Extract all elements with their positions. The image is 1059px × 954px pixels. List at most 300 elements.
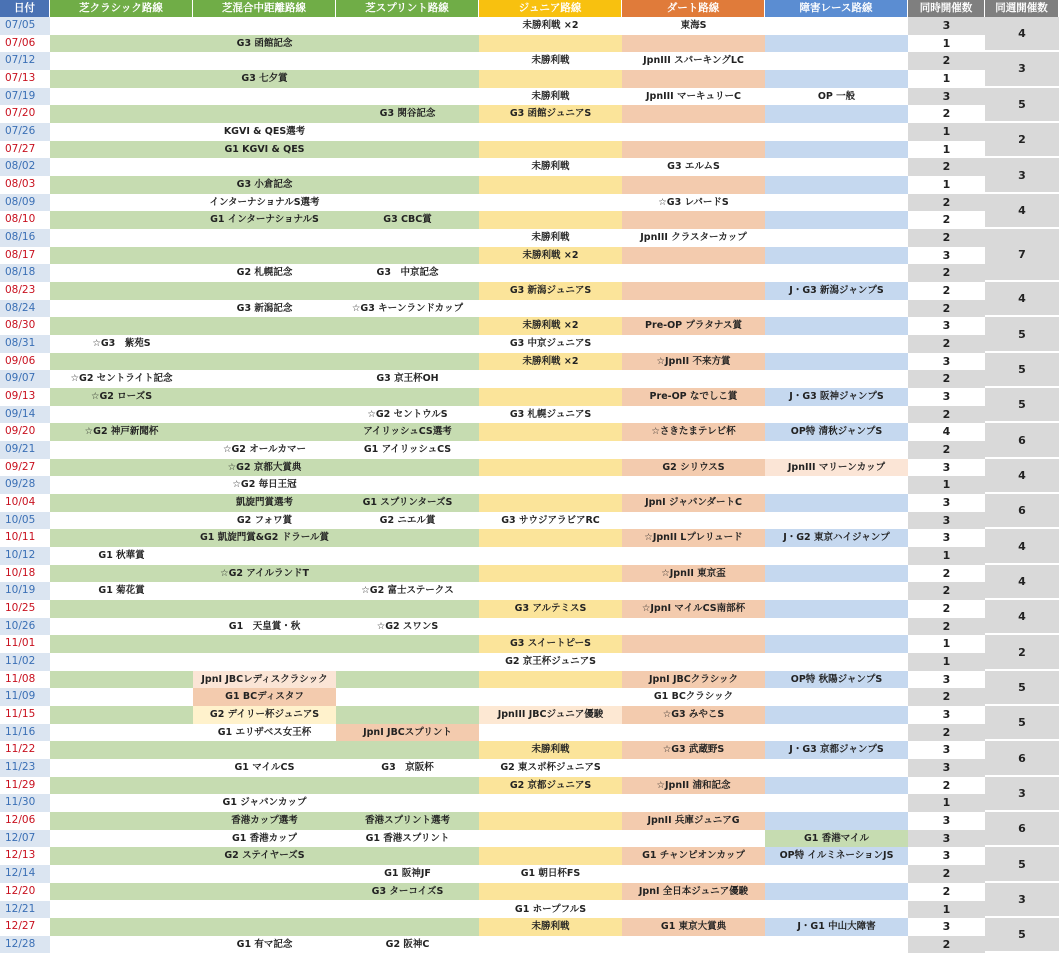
sprint-race-cell <box>336 635 479 653</box>
dirt-race-cell <box>622 335 765 353</box>
date-cell: 11/15 <box>0 706 50 724</box>
junior-race-cell: G2 東スポ杯ジュニアS <box>500 762 601 774</box>
classic-race-cell <box>50 194 193 212</box>
classic-race-cell <box>50 282 193 300</box>
mid-race-cell <box>193 17 336 35</box>
dirt-race-cell: JpnIII スパーキングLC <box>643 55 744 67</box>
same-week-count-cell: 5 <box>985 388 1059 423</box>
classic-race-cell <box>50 635 193 653</box>
dirt-race-cell: ☆G3 武蔵野S <box>622 741 765 759</box>
classic-race-cell <box>50 476 193 494</box>
mid-race-cell: G1 ジャパンカップ <box>222 797 307 809</box>
dirt-race-cell <box>622 70 765 88</box>
sprint-race-cell <box>336 688 479 706</box>
sprint-race-cell: G1 香港スプリント <box>365 832 450 844</box>
sprint-race-cell <box>336 847 479 865</box>
steeple-race-cell <box>765 759 908 777</box>
steeple-race-cell <box>765 264 908 282</box>
steeple-race-cell <box>765 635 908 653</box>
junior-race-cell: 未勝利戦 <box>479 741 622 759</box>
classic-race-cell <box>50 229 193 247</box>
steeple-race-cell <box>765 600 908 618</box>
dirt-race-cell <box>622 176 765 194</box>
sprint-race-cell <box>336 600 479 618</box>
classic-race-cell: ☆G2 ローズS <box>50 388 193 406</box>
sprint-race-cell: ☆G2 スワンS <box>376 620 439 632</box>
same-week-count-cell: 6 <box>985 812 1059 847</box>
mid-race-cell <box>193 600 336 618</box>
steeple-race-cell <box>765 211 908 229</box>
steeple-race-cell <box>765 300 908 318</box>
date-cell: 10/04 <box>0 494 50 512</box>
same-week-count-cell: 2 <box>985 635 1059 670</box>
header-date: 日付 <box>0 0 50 17</box>
mid-race-cell: G2 ステイヤーズS <box>193 847 336 865</box>
steeple-race-cell <box>765 724 908 742</box>
classic-race-cell <box>50 600 193 618</box>
same-week-count-cell: 4 <box>985 600 1059 635</box>
junior-race-cell: G3 函館ジュニアS <box>479 105 622 123</box>
classic-race-cell <box>50 883 193 901</box>
same-day-count-cell: 3 <box>908 918 985 936</box>
date-cell: 11/01 <box>0 635 50 653</box>
steeple-race-cell <box>765 653 908 671</box>
dirt-race-cell <box>622 547 765 565</box>
junior-race-cell <box>479 176 622 194</box>
classic-race-cell <box>50 830 193 848</box>
classic-race-cell <box>50 406 193 424</box>
classic-race-cell <box>50 565 193 583</box>
sprint-race-cell: G3 CBC賞 <box>336 211 479 229</box>
classic-race-cell <box>50 653 193 671</box>
classic-race-cell: G1 菊花賞 <box>98 585 145 597</box>
steeple-race-cell: OP特 秋陽ジャンプS <box>765 671 908 689</box>
junior-race-cell: 未勝利戦 <box>531 232 570 244</box>
junior-race-cell: G3 サウジアラビアRC <box>501 514 600 526</box>
mid-race-cell: G3 函館記念 <box>193 35 336 53</box>
classic-race-cell <box>50 317 193 335</box>
dirt-race-cell <box>622 936 765 954</box>
sprint-race-cell <box>336 901 479 919</box>
dirt-race-cell <box>622 441 765 459</box>
sprint-race-cell: ☆G3 キーンランドカップ <box>351 302 464 314</box>
sprint-race-cell <box>336 388 479 406</box>
classic-race-cell <box>50 141 193 159</box>
steeple-race-cell <box>765 406 908 424</box>
dirt-race-cell: G2 シリウスS <box>622 459 765 477</box>
mid-race-cell <box>193 88 336 106</box>
steeple-race-cell: G1 香港マイル <box>765 830 908 848</box>
junior-race-cell: 未勝利戦 ×2 <box>479 317 622 335</box>
date-cell: 12/13 <box>0 847 50 865</box>
dirt-race-cell: JpnI 全日本ジュニア優駿 <box>622 883 765 901</box>
sprint-race-cell <box>336 794 479 812</box>
date-cell: 09/07 <box>0 370 50 388</box>
same-day-count-cell: 2 <box>908 264 985 282</box>
sprint-race-cell: 香港スプリント選考 <box>336 812 479 830</box>
mid-race-cell: G1 有マ記念 <box>236 938 293 950</box>
header-turf-mid: 芝混合中距離路線 <box>193 0 336 17</box>
junior-race-cell: 未勝利戦 ×2 <box>479 247 622 265</box>
steeple-race-cell <box>765 353 908 371</box>
header-turf-classic: 芝クラシック路線 <box>50 0 193 17</box>
sprint-race-cell: アイリッシュCS選考 <box>336 423 479 441</box>
classic-race-cell <box>50 35 193 53</box>
same-week-count-cell: 5 <box>985 706 1059 741</box>
date-cell: 12/14 <box>0 865 50 883</box>
same-day-count-cell: 2 <box>908 600 985 618</box>
same-day-count-cell: 2 <box>908 335 985 353</box>
date-cell: 08/17 <box>0 247 50 265</box>
dirt-race-cell: G1 東京大賞典 <box>622 918 765 936</box>
steeple-race-cell <box>765 105 908 123</box>
classic-race-cell: ☆G2 神戸新聞杯 <box>50 423 193 441</box>
same-day-count-cell: 3 <box>908 494 985 512</box>
classic-race-cell <box>50 794 193 812</box>
junior-race-cell <box>479 547 622 565</box>
junior-race-cell: 未勝利戦 <box>531 90 570 102</box>
date-cell: 12/21 <box>0 901 50 919</box>
date-cell: 11/22 <box>0 741 50 759</box>
classic-race-cell <box>50 17 193 35</box>
steeple-race-cell <box>765 582 908 600</box>
same-week-count-cell: 4 <box>985 194 1059 229</box>
sprint-race-cell <box>336 777 479 795</box>
steeple-race-cell: OP 一般 <box>817 90 856 102</box>
date-cell: 10/18 <box>0 565 50 583</box>
classic-race-cell <box>50 529 193 547</box>
same-day-count-cell: 3 <box>908 17 985 35</box>
same-day-count-cell: 1 <box>908 476 985 494</box>
mid-race-cell: G1 マイルCS <box>234 762 295 774</box>
same-day-count-cell: 2 <box>908 883 985 901</box>
sprint-race-cell <box>336 671 479 689</box>
same-day-count-cell: 2 <box>908 724 985 742</box>
dirt-race-cell <box>622 247 765 265</box>
classic-race-cell <box>50 688 193 706</box>
header-same-week-count: 同週開催数 <box>985 0 1059 17</box>
junior-race-cell <box>479 883 622 901</box>
mid-race-cell <box>193 158 336 176</box>
junior-race-cell <box>479 194 622 212</box>
dirt-race-cell <box>622 759 765 777</box>
date-cell: 07/20 <box>0 105 50 123</box>
dirt-race-cell: ☆G3 レパードS <box>658 196 729 208</box>
junior-race-cell: G3 新潟ジュニアS <box>479 282 622 300</box>
dirt-race-cell: 東海S <box>680 20 707 31</box>
same-day-count-cell: 2 <box>908 158 985 176</box>
classic-race-cell <box>50 123 193 141</box>
same-day-count-cell: 2 <box>908 936 985 954</box>
steeple-race-cell <box>765 494 908 512</box>
dirt-race-cell: G1 チャンピオンカップ <box>622 847 765 865</box>
dirt-race-cell <box>622 300 765 318</box>
classic-race-cell <box>50 759 193 777</box>
dirt-race-cell <box>622 264 765 282</box>
dirt-race-cell: JpnI ジャパンダートC <box>622 494 765 512</box>
dirt-race-cell: JpnIII マーキュリーC <box>646 90 741 102</box>
junior-race-cell: G2 京都ジュニアS <box>479 777 622 795</box>
sprint-race-cell: G1 アイリッシュCS <box>363 444 452 456</box>
date-cell: 08/18 <box>0 264 50 282</box>
same-day-count-cell: 1 <box>908 70 985 88</box>
mid-race-cell <box>193 901 336 919</box>
mid-race-cell: G1 凱旋門賞&G2 ドラール賞 <box>193 529 336 547</box>
sprint-race-cell <box>336 88 479 106</box>
classic-race-cell <box>50 847 193 865</box>
mid-race-cell: G1 香港カップ <box>231 832 298 844</box>
steeple-race-cell <box>765 247 908 265</box>
steeple-race-cell <box>765 901 908 919</box>
dirt-race-cell <box>622 865 765 883</box>
steeple-race-cell <box>765 370 908 388</box>
steeple-race-cell <box>765 141 908 159</box>
steeple-race-cell <box>765 883 908 901</box>
date-cell: 10/26 <box>0 618 50 636</box>
junior-race-cell <box>479 847 622 865</box>
junior-race-cell <box>479 724 622 742</box>
classic-race-cell <box>50 264 193 282</box>
date-cell: 11/16 <box>0 724 50 742</box>
same-day-count-cell: 3 <box>908 247 985 265</box>
mid-race-cell <box>193 582 336 600</box>
classic-race-cell <box>50 441 193 459</box>
date-cell: 11/30 <box>0 794 50 812</box>
date-cell: 08/16 <box>0 229 50 247</box>
dirt-race-cell: Pre-OP なでしこ賞 <box>622 388 765 406</box>
dirt-race-cell <box>622 35 765 53</box>
same-day-count-cell: 1 <box>908 141 985 159</box>
date-cell: 07/19 <box>0 88 50 106</box>
sprint-race-cell <box>336 158 479 176</box>
sprint-race-cell <box>336 70 479 88</box>
same-week-count-cell: 4 <box>985 459 1059 494</box>
dirt-race-cell <box>622 512 765 530</box>
mid-race-cell <box>193 918 336 936</box>
date-cell: 10/19 <box>0 582 50 600</box>
steeple-race-cell: OP特 イルミネーションJS <box>765 847 908 865</box>
mid-race-cell <box>193 741 336 759</box>
classic-race-cell <box>50 211 193 229</box>
dirt-race-cell: G1 BCクラシック <box>653 691 734 703</box>
date-cell: 09/28 <box>0 476 50 494</box>
junior-race-cell <box>479 529 622 547</box>
steeple-race-cell: J・G3 阪神ジャンプS <box>765 388 908 406</box>
mid-race-cell: G3 新潟記念 <box>236 302 293 314</box>
sprint-race-cell: JpnI JBCスプリント <box>336 724 479 742</box>
mid-race-cell <box>193 52 336 70</box>
dirt-race-cell: Pre-OP プラタナス賞 <box>622 317 765 335</box>
sprint-race-cell: G2 阪神C <box>385 938 430 950</box>
same-day-count-cell: 2 <box>908 565 985 583</box>
date-cell: 12/20 <box>0 883 50 901</box>
classic-race-cell <box>50 812 193 830</box>
same-day-count-cell: 1 <box>908 653 985 671</box>
same-day-count-cell: 2 <box>908 688 985 706</box>
junior-race-cell <box>479 370 622 388</box>
classic-race-cell <box>50 176 193 194</box>
dirt-race-cell: ☆JpnII 東京盃 <box>622 565 765 583</box>
same-day-count-cell: 1 <box>908 794 985 812</box>
dirt-race-cell <box>622 901 765 919</box>
steeple-race-cell: J・G3 新潟ジャンプS <box>765 282 908 300</box>
same-week-count-cell: 7 <box>985 229 1059 282</box>
sprint-race-cell <box>336 35 479 53</box>
sprint-race-cell <box>336 17 479 35</box>
steeple-race-cell: JpnIII マリーンカップ <box>765 459 908 477</box>
steeple-race-cell <box>765 70 908 88</box>
header-steeple: 障害レース路線 <box>765 0 908 17</box>
same-day-count-cell: 1 <box>908 635 985 653</box>
same-day-count-cell: 3 <box>908 759 985 777</box>
mid-race-cell <box>193 865 336 883</box>
steeple-race-cell <box>765 688 908 706</box>
junior-race-cell: G2 京王杯ジュニアS <box>505 656 596 668</box>
sprint-race-cell <box>336 476 479 494</box>
same-week-count-cell: 2 <box>985 123 1059 158</box>
same-day-count-cell: 3 <box>908 459 985 477</box>
junior-race-cell: JpnIII JBCジュニア優駿 <box>479 706 622 724</box>
date-cell: 08/02 <box>0 158 50 176</box>
same-week-count-cell: 5 <box>985 353 1059 388</box>
junior-race-cell <box>479 141 622 159</box>
dirt-race-cell <box>622 370 765 388</box>
same-day-count-cell: 2 <box>908 300 985 318</box>
classic-race-cell <box>50 918 193 936</box>
dirt-race-cell: ☆さきたまテレビ杯 <box>622 423 765 441</box>
same-day-count-cell: 2 <box>908 194 985 212</box>
mid-race-cell: インターナショナルS選考 <box>209 196 320 208</box>
steeple-race-cell <box>765 512 908 530</box>
mid-race-cell: G1 天皇賞・秋 <box>228 620 301 632</box>
steeple-race-cell <box>765 865 908 883</box>
same-day-count-cell: 2 <box>908 52 985 70</box>
same-day-count-cell: 2 <box>908 441 985 459</box>
date-cell: 07/13 <box>0 70 50 88</box>
mid-race-cell: ☆G2 毎日王冠 <box>232 479 297 491</box>
mid-race-cell <box>193 282 336 300</box>
sprint-race-cell <box>336 247 479 265</box>
dirt-race-cell: JpnII 兵庫ジュニアG <box>622 812 765 830</box>
dirt-race-cell: G3 エルムS <box>667 161 720 173</box>
junior-race-cell <box>479 70 622 88</box>
steeple-race-cell <box>765 52 908 70</box>
junior-race-cell: G3 スイートピーS <box>479 635 622 653</box>
junior-race-cell <box>479 441 622 459</box>
date-cell: 07/06 <box>0 35 50 53</box>
classic-race-cell <box>50 741 193 759</box>
steeple-race-cell <box>765 812 908 830</box>
sprint-race-cell <box>336 52 479 70</box>
same-day-count-cell: 1 <box>908 35 985 53</box>
sprint-race-cell: G1 阪神JF <box>384 868 431 880</box>
date-cell: 10/25 <box>0 600 50 618</box>
mid-race-cell <box>193 635 336 653</box>
mid-race-cell <box>193 335 336 353</box>
mid-race-cell: G1 BCディスタフ <box>193 688 336 706</box>
same-day-count-cell: 3 <box>908 830 985 848</box>
same-day-count-cell: 2 <box>908 406 985 424</box>
same-day-count-cell: 1 <box>908 123 985 141</box>
same-day-count-cell: 2 <box>908 282 985 300</box>
junior-race-cell <box>479 494 622 512</box>
classic-race-cell <box>50 70 193 88</box>
sprint-race-cell <box>336 529 479 547</box>
steeple-race-cell <box>765 17 908 35</box>
same-day-count-cell: 2 <box>908 777 985 795</box>
junior-race-cell <box>479 582 622 600</box>
dirt-race-cell: ☆JpnII 浦和記念 <box>622 777 765 795</box>
date-cell: 07/26 <box>0 123 50 141</box>
junior-race-cell <box>479 830 622 848</box>
mid-race-cell: G2 フォワ賞 <box>236 514 293 526</box>
same-week-count-cell: 5 <box>985 671 1059 706</box>
dirt-race-cell <box>622 830 765 848</box>
date-cell: 08/30 <box>0 317 50 335</box>
same-day-count-cell: 2 <box>908 105 985 123</box>
same-day-count-cell: 3 <box>908 88 985 106</box>
junior-race-cell: 未勝利戦 <box>479 918 622 936</box>
mid-race-cell: ☆G2 アイルランドT <box>193 565 336 583</box>
same-week-count-cell: 3 <box>985 777 1059 812</box>
same-week-count-cell: 6 <box>985 423 1059 458</box>
date-cell: 10/05 <box>0 512 50 530</box>
sprint-race-cell <box>336 123 479 141</box>
classic-race-cell <box>50 618 193 636</box>
classic-race-cell <box>50 901 193 919</box>
same-week-count-cell: 4 <box>985 529 1059 564</box>
junior-race-cell <box>479 565 622 583</box>
junior-race-cell <box>479 794 622 812</box>
dirt-race-cell <box>622 123 765 141</box>
steeple-race-cell <box>765 794 908 812</box>
same-day-count-cell: 4 <box>908 423 985 441</box>
mid-race-cell: G1 KGVI & QES <box>193 141 336 159</box>
steeple-race-cell: J・G2 東京ハイジャンプ <box>765 529 908 547</box>
date-cell: 08/23 <box>0 282 50 300</box>
sprint-race-cell <box>336 194 479 212</box>
dirt-race-cell: JpnI JBCクラシック <box>622 671 765 689</box>
steeple-race-cell <box>765 35 908 53</box>
sprint-race-cell: G3 中京記念 <box>376 267 439 279</box>
same-week-count-cell: 3 <box>985 52 1059 87</box>
same-day-count-cell: 2 <box>908 865 985 883</box>
sprint-race-cell: G1 スプリンターズS <box>336 494 479 512</box>
same-week-count-cell: 3 <box>985 158 1059 193</box>
mid-race-cell: G1 エリザベス女王杯 <box>217 726 312 738</box>
classic-race-cell <box>50 671 193 689</box>
date-cell: 12/28 <box>0 936 50 954</box>
mid-race-cell <box>193 247 336 265</box>
junior-race-cell <box>479 35 622 53</box>
junior-race-cell: 未勝利戦 <box>531 161 570 173</box>
date-cell: 10/11 <box>0 529 50 547</box>
classic-race-cell <box>50 459 193 477</box>
date-cell: 07/27 <box>0 141 50 159</box>
sprint-race-cell <box>336 653 479 671</box>
date-cell: 09/14 <box>0 406 50 424</box>
mid-race-cell <box>193 370 336 388</box>
date-cell: 12/27 <box>0 918 50 936</box>
junior-race-cell <box>479 618 622 636</box>
junior-race-cell: 未勝利戦 <box>531 55 570 67</box>
mid-race-cell <box>193 388 336 406</box>
same-day-count-cell: 3 <box>908 706 985 724</box>
sprint-race-cell <box>336 565 479 583</box>
date-cell: 08/24 <box>0 300 50 318</box>
header-same-day-count: 同時開催数 <box>908 0 985 17</box>
dirt-race-cell: ☆JpnI マイルCS南部杯 <box>622 600 765 618</box>
